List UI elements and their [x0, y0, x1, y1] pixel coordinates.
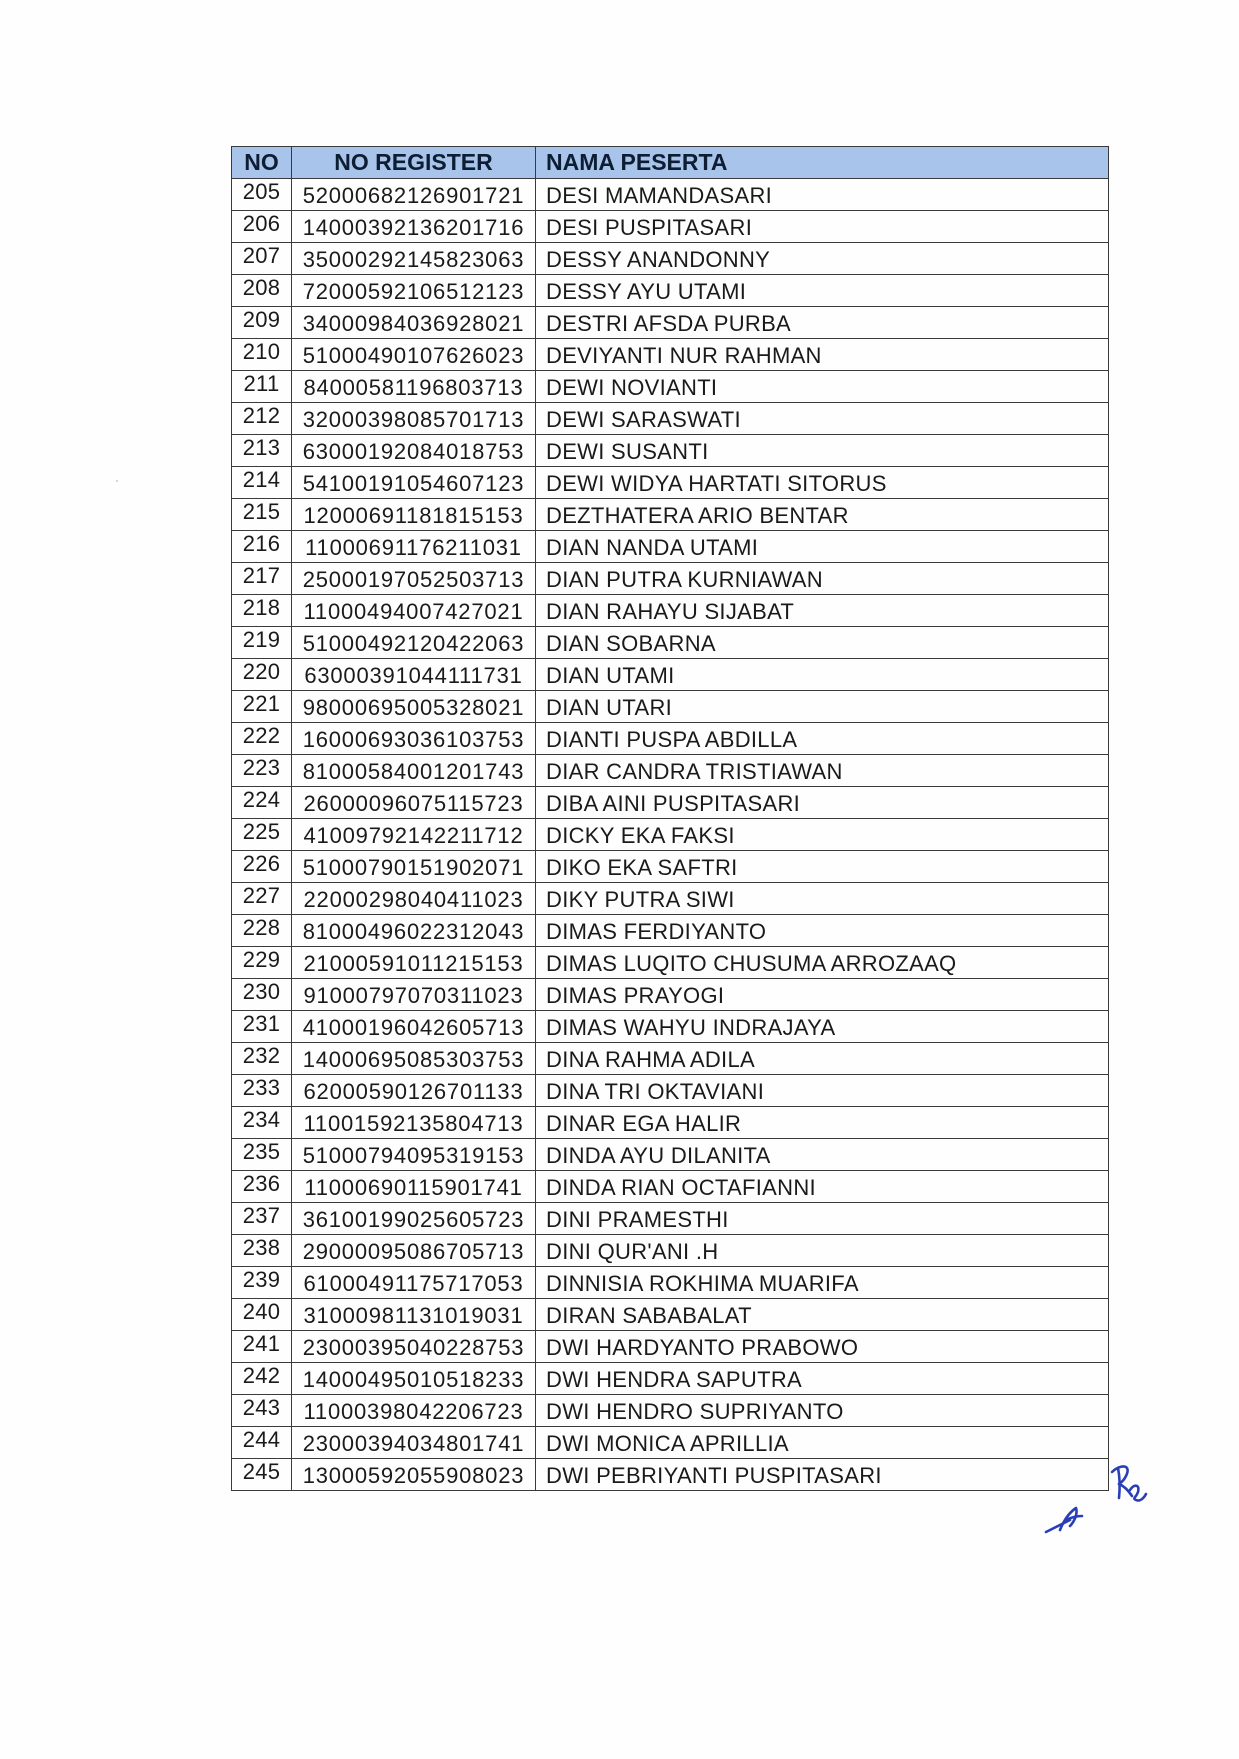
cell-name: DIAN PUTRA KURNIAWAN: [536, 563, 1109, 595]
cell-register: 84000581196803713: [292, 371, 536, 403]
cell-no: 243: [232, 1395, 292, 1427]
cell-register: 13000592055908023: [292, 1459, 536, 1491]
cell-no: 210: [232, 339, 292, 371]
cell-name: DIMAS PRAYOGI: [536, 979, 1109, 1011]
cell-no: 215: [232, 499, 292, 531]
cell-register: 35000292145823063: [292, 243, 536, 275]
cell-register: 23000395040228753: [292, 1331, 536, 1363]
cell-no: 216: [232, 531, 292, 563]
cell-no: 245: [232, 1459, 292, 1491]
cell-register: 41000196042605713: [292, 1011, 536, 1043]
table-row: [232, 531, 1109, 563]
table-header-row: [232, 147, 1109, 179]
table-row: [232, 1171, 1109, 1203]
table-row: [232, 915, 1109, 947]
cell-name: DWI PEBRIYANTI PUSPITASARI: [536, 1459, 1109, 1491]
cell-register: 61000491175717053: [292, 1267, 536, 1299]
cell-name: DIAR CANDRA TRISTIAWAN: [536, 755, 1109, 787]
cell-no: 220: [232, 659, 292, 691]
table-row: [232, 979, 1109, 1011]
cell-register: 51000492120422063: [292, 627, 536, 659]
table-row: [232, 691, 1109, 723]
cell-register: 25000197052503713: [292, 563, 536, 595]
cell-name: DIAN RAHAYU SIJABAT: [536, 595, 1109, 627]
cell-register: 81000584001201743: [292, 755, 536, 787]
cell-register: 41009792142211712: [292, 819, 536, 851]
cell-no: 207: [232, 243, 292, 275]
table-row: [232, 1427, 1109, 1459]
cell-no: 218: [232, 595, 292, 627]
table-row: [232, 435, 1109, 467]
header-register: NO REGISTER: [292, 147, 536, 179]
scan-speck: [116, 480, 118, 482]
table-row: [232, 627, 1109, 659]
table-row: [232, 467, 1109, 499]
cell-no: 213: [232, 435, 292, 467]
cell-no: 225: [232, 819, 292, 851]
cell-register: 22000298040411023: [292, 883, 536, 915]
cell-no: 242: [232, 1363, 292, 1395]
table-row: [232, 1203, 1109, 1235]
table-row: [232, 275, 1109, 307]
cell-no: 235: [232, 1139, 292, 1171]
table-row: [232, 563, 1109, 595]
table-row: [232, 947, 1109, 979]
cell-register: 54100191054607123: [292, 467, 536, 499]
cell-no: 229: [232, 947, 292, 979]
cell-no: 241: [232, 1331, 292, 1363]
cell-name: DIAN UTAMI: [536, 659, 1109, 691]
cell-name: DINA TRI OKTAVIANI: [536, 1075, 1109, 1107]
table-row: [232, 179, 1109, 211]
table-row: [232, 659, 1109, 691]
table-row: [232, 1075, 1109, 1107]
cell-no: 232: [232, 1043, 292, 1075]
table-row: [232, 403, 1109, 435]
cell-register: 12000691181815153: [292, 499, 536, 531]
cell-no: 208: [232, 275, 292, 307]
table-row: [232, 723, 1109, 755]
table-row: [232, 1139, 1109, 1171]
cell-no: 209: [232, 307, 292, 339]
cell-name: DWI HENDRA SAPUTRA: [536, 1363, 1109, 1395]
cell-no: 205: [232, 179, 292, 211]
cell-name: DESSY AYU UTAMI: [536, 275, 1109, 307]
cell-no: 233: [232, 1075, 292, 1107]
cell-no: 228: [232, 915, 292, 947]
cell-no: 219: [232, 627, 292, 659]
cell-register: 14000695085303753: [292, 1043, 536, 1075]
cell-name: DIAN UTARI: [536, 691, 1109, 723]
cell-name: DESSY ANANDONNY: [536, 243, 1109, 275]
cell-name: DINAR EGA HALIR: [536, 1107, 1109, 1139]
cell-name: DIKY PUTRA SIWI: [536, 883, 1109, 915]
cell-register: 11000691176211031: [292, 531, 536, 563]
participant-table-container: [231, 146, 1108, 1491]
cell-name: DIAN NANDA UTAMI: [536, 531, 1109, 563]
table-row: [232, 819, 1109, 851]
cell-register: 11000690115901741: [292, 1171, 536, 1203]
cell-name: DIANTI PUSPA ABDILLA: [536, 723, 1109, 755]
cell-register: 72000592106512123: [292, 275, 536, 307]
handwritten-initials-icon: [1040, 1450, 1160, 1540]
table-row: [232, 1395, 1109, 1427]
table-row: [232, 339, 1109, 371]
cell-name: DIRAN SABABALAT: [536, 1299, 1109, 1331]
cell-no: 212: [232, 403, 292, 435]
cell-no: 224: [232, 787, 292, 819]
table-body: [232, 179, 1109, 1491]
table-row: [232, 499, 1109, 531]
table-row: [232, 211, 1109, 243]
cell-name: DIKO EKA SAFTRI: [536, 851, 1109, 883]
table-row: [232, 1043, 1109, 1075]
table-row: [232, 595, 1109, 627]
cell-no: 234: [232, 1107, 292, 1139]
cell-name: DINDA AYU DILANITA: [536, 1139, 1109, 1171]
cell-register: 32000398085701713: [292, 403, 536, 435]
cell-no: 211: [232, 371, 292, 403]
cell-name: DEZTHATERA ARIO BENTAR: [536, 499, 1109, 531]
signature-initials: [1040, 1450, 1160, 1540]
cell-register: 81000496022312043: [292, 915, 536, 947]
cell-name: DIMAS FERDIYANTO: [536, 915, 1109, 947]
cell-register: 11000398042206723: [292, 1395, 536, 1427]
cell-name: DEVIYANTI NUR RAHMAN: [536, 339, 1109, 371]
cell-no: 237: [232, 1203, 292, 1235]
cell-name: DESI PUSPITASARI: [536, 211, 1109, 243]
cell-name: DINA RAHMA ADILA: [536, 1043, 1109, 1075]
cell-register: 29000095086705713: [292, 1235, 536, 1267]
cell-register: 63000192084018753: [292, 435, 536, 467]
cell-register: 26000096075115723: [292, 787, 536, 819]
cell-register: 14000392136201716: [292, 211, 536, 243]
table-row: [232, 1267, 1109, 1299]
table-row: [232, 851, 1109, 883]
cell-name: DICKY EKA FAKSI: [536, 819, 1109, 851]
table-row: [232, 755, 1109, 787]
cell-no: 217: [232, 563, 292, 595]
cell-register: 91000797070311023: [292, 979, 536, 1011]
table-row: [232, 787, 1109, 819]
cell-register: 34000984036928021: [292, 307, 536, 339]
cell-name: DIMAS WAHYU INDRAJAYA: [536, 1011, 1109, 1043]
header-name: NAMA PESERTA: [536, 147, 1109, 179]
table-row: [232, 1235, 1109, 1267]
cell-no: 226: [232, 851, 292, 883]
cell-name: DESTRI AFSDA PURBA: [536, 307, 1109, 339]
cell-name: DESI MAMANDASARI: [536, 179, 1109, 211]
cell-name: DEWI SARASWATI: [536, 403, 1109, 435]
cell-name: DINNISIA ROKHIMA MUARIFA: [536, 1267, 1109, 1299]
cell-register: 51000790151902071: [292, 851, 536, 883]
cell-no: 222: [232, 723, 292, 755]
cell-name: DINDA RIAN OCTAFIANNI: [536, 1171, 1109, 1203]
cell-register: 51000794095319153: [292, 1139, 536, 1171]
table-row: [232, 883, 1109, 915]
table-row: [232, 371, 1109, 403]
cell-no: 227: [232, 883, 292, 915]
header-no: NO: [232, 147, 292, 179]
cell-register: 36100199025605723: [292, 1203, 536, 1235]
cell-name: DIAN SOBARNA: [536, 627, 1109, 659]
cell-register: 51000490107626023: [292, 339, 536, 371]
cell-name: DWI HENDRO SUPRIYANTO: [536, 1395, 1109, 1427]
cell-no: 244: [232, 1427, 292, 1459]
cell-no: 239: [232, 1267, 292, 1299]
cell-register: 62000590126701133: [292, 1075, 536, 1107]
cell-register: 11000494007427021: [292, 595, 536, 627]
cell-no: 240: [232, 1299, 292, 1331]
cell-register: 52000682126901721: [292, 179, 536, 211]
cell-name: DWI HARDYANTO PRABOWO: [536, 1331, 1109, 1363]
table-row: [232, 307, 1109, 339]
cell-no: 214: [232, 467, 292, 499]
cell-name: DIMAS LUQITO CHUSUMA ARROZAAQ: [536, 947, 1109, 979]
cell-no: 230: [232, 979, 292, 1011]
cell-register: 16000693036103753: [292, 723, 536, 755]
cell-register: 14000495010518233: [292, 1363, 536, 1395]
cell-no: 221: [232, 691, 292, 723]
cell-name: DEWI SUSANTI: [536, 435, 1109, 467]
table-row: [232, 243, 1109, 275]
cell-name: DIBA AINI PUSPITASARI: [536, 787, 1109, 819]
cell-register: 98000695005328021: [292, 691, 536, 723]
cell-name: DEWI WIDYA HARTATI SITORUS: [536, 467, 1109, 499]
cell-name: DINI PRAMESTHI: [536, 1203, 1109, 1235]
cell-name: DWI MONICA APRILLIA: [536, 1427, 1109, 1459]
cell-no: 236: [232, 1171, 292, 1203]
table-row: [232, 1011, 1109, 1043]
cell-register: 23000394034801741: [292, 1427, 536, 1459]
cell-no: 223: [232, 755, 292, 787]
cell-no: 206: [232, 211, 292, 243]
cell-register: 31000981131019031: [292, 1299, 536, 1331]
cell-no: 231: [232, 1011, 292, 1043]
cell-name: DEWI NOVIANTI: [536, 371, 1109, 403]
cell-register: 21000591011215153: [292, 947, 536, 979]
cell-name: DINI QUR'ANI .H: [536, 1235, 1109, 1267]
cell-register: 11001592135804713: [292, 1107, 536, 1139]
table-row: [232, 1331, 1109, 1363]
cell-register: 63000391044111731: [292, 659, 536, 691]
table-row: [232, 1107, 1109, 1139]
cell-no: 238: [232, 1235, 292, 1267]
participant-table: [231, 146, 1109, 1491]
table-row: [232, 1459, 1109, 1491]
table-row: [232, 1363, 1109, 1395]
table-row: [232, 1299, 1109, 1331]
